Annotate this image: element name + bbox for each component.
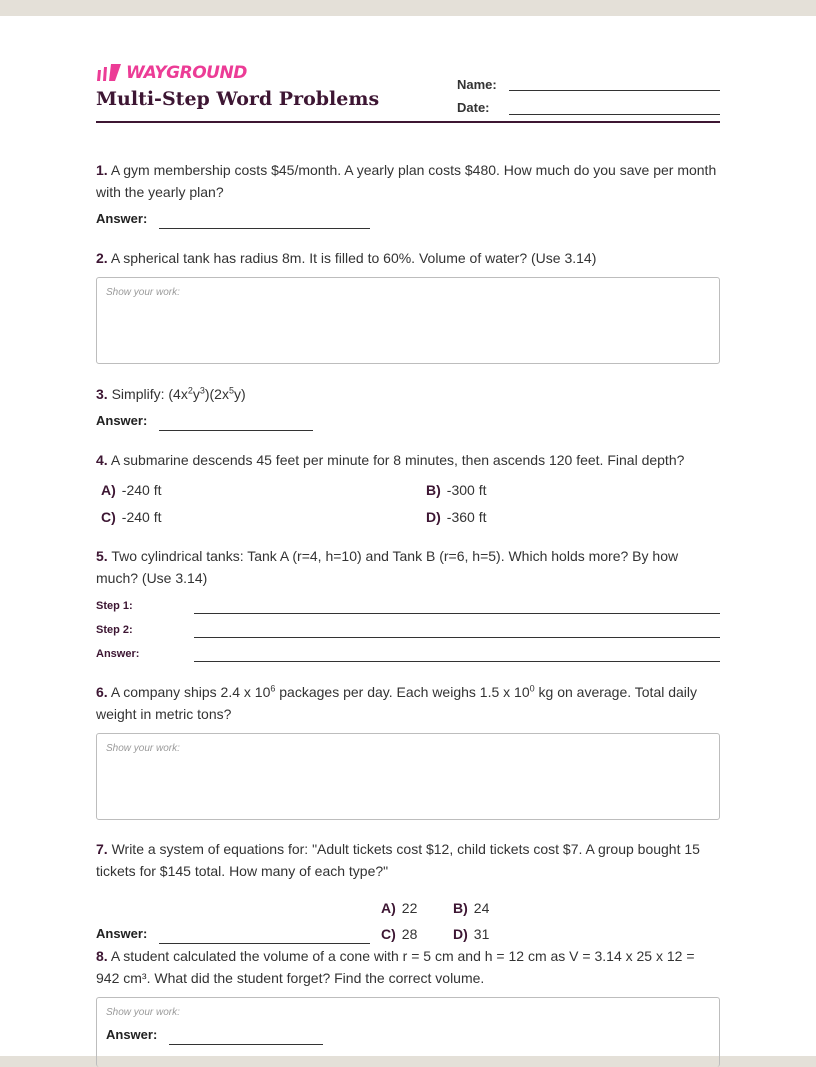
question-number: 2.: [96, 250, 108, 266]
choice-letter: C): [381, 926, 396, 942]
question-1: [96, 159, 720, 203]
date-field[interactable]: [509, 114, 720, 115]
question-text: Write a system of equations for: "Adult tickets cost $12, child tickets cost $7. A group bought 15 tickets for $145 total. How many of each type?": [96, 841, 700, 879]
answer-line-q8[interactable]: [169, 1044, 323, 1045]
question-3: [96, 383, 720, 405]
question-number: 1.: [96, 162, 108, 178]
show-work-label: Show your work:: [106, 287, 180, 298]
step-2-label: Step 2:: [96, 624, 133, 636]
date-label: Date:: [457, 100, 490, 115]
work-box-q6[interactable]: [96, 733, 720, 820]
choice-letter: C): [101, 509, 116, 525]
choice-letter: B): [453, 900, 468, 916]
step-2-line[interactable]: [194, 637, 720, 638]
question-7: [96, 838, 720, 882]
question-text: A submarine descends 45 feet per minute for 8 minutes, then ascends 120 feet. Final depth?: [110, 452, 685, 468]
expr-part: y): [233, 386, 246, 402]
choice-letter: A): [101, 482, 116, 498]
question-6: [96, 681, 720, 725]
choice-c[interactable]: [381, 926, 417, 942]
header-divider: [96, 121, 720, 123]
expr-part: y: [192, 386, 200, 402]
choice-b[interactable]: [453, 900, 489, 916]
exponent: 3: [199, 385, 205, 396]
show-work-label: Show your work:: [106, 743, 180, 754]
choice-text: -360 ft: [446, 509, 487, 525]
question-text: kg on average. Total daily weight in metric tons?: [96, 684, 698, 722]
choice-letter: D): [426, 509, 441, 525]
question-text: A gym membership costs $45/month. A yearly plan costs $480. How much do you save per month with the yearly plan?: [96, 162, 717, 200]
answer-line-q3[interactable]: [159, 430, 313, 431]
question-number: 3.: [96, 386, 108, 402]
choice-text: -300 ft: [446, 482, 487, 498]
name-field[interactable]: [509, 90, 720, 91]
question-5: [96, 545, 720, 589]
question-text: packages per day. Each weighs 1.5 x 10: [275, 684, 530, 700]
question-text: A company ships 2.4 x 10: [110, 684, 271, 700]
answer-label: Answer:: [106, 1027, 158, 1042]
choice-text: 31: [473, 926, 490, 942]
answer-label: Answer:: [96, 413, 148, 428]
brand-logo: [96, 63, 247, 83]
show-work-label: Show your work:: [106, 1007, 180, 1018]
exponent: 6: [270, 683, 276, 694]
choice-letter: B): [426, 482, 441, 498]
expr-part: )(2x: [204, 386, 229, 402]
choice-letter: D): [453, 926, 468, 942]
brand-mark-icon: [96, 64, 122, 82]
choice-text: -240 ft: [121, 509, 162, 525]
exponent: 0: [529, 683, 535, 694]
question-number: 5.: [96, 548, 108, 564]
brand-name: WAYGROUND: [126, 63, 247, 83]
work-box-q2[interactable]: [96, 277, 720, 364]
choice-a[interactable]: [381, 900, 417, 916]
question-text: A student calculated the volume of a cone with r = 5 cm and h = 12 cm as V = 3.14 x 25 x 12 = 942 cm³. What did the student forget? Find the correct volume.: [96, 948, 695, 986]
choice-text: -240 ft: [121, 482, 162, 498]
work-box-q8[interactable]: [96, 997, 720, 1067]
question-number: 4.: [96, 452, 108, 468]
step-answer-label: Answer:: [96, 648, 140, 660]
choice-letter: A): [381, 900, 396, 916]
question-text: A spherical tank has radius 8m. It is filled to 60%. Volume of water? (Use 3.14): [110, 250, 597, 266]
choice-text: 24: [473, 900, 490, 916]
choice-c[interactable]: [101, 509, 161, 525]
page-title: Multi-Step Word Problems: [96, 88, 380, 110]
question-text: Two cylindrical tanks: Tank A (r=4, h=10) and Tank B (r=6, h=5). Which holds more? By how much? (Use 3.14): [96, 548, 679, 586]
step-1-label: Step 1:: [96, 600, 133, 612]
question-number: 8.: [96, 948, 108, 964]
choice-b[interactable]: [426, 482, 486, 498]
answer-line-q1[interactable]: [159, 228, 370, 229]
exponent: 2: [187, 385, 193, 396]
answer-label: Answer:: [96, 211, 148, 226]
step-answer-line[interactable]: [194, 661, 720, 662]
answer-label: Answer:: [96, 926, 148, 941]
choice-d[interactable]: [426, 509, 486, 525]
question-2: [96, 247, 720, 269]
choice-a[interactable]: [101, 482, 161, 498]
question-number: 6.: [96, 684, 108, 700]
choice-text: 22: [401, 900, 418, 916]
answer-line-q7[interactable]: [159, 943, 370, 944]
exponent: 5: [228, 385, 234, 396]
step-1-line[interactable]: [194, 613, 720, 614]
question-8: [96, 945, 720, 989]
question-number: 7.: [96, 841, 108, 857]
name-label: Name:: [457, 77, 497, 92]
choice-d[interactable]: [453, 926, 489, 942]
expr-part: Simplify: (4x: [111, 386, 188, 402]
choice-text: 28: [401, 926, 418, 942]
question-4: [96, 449, 720, 471]
